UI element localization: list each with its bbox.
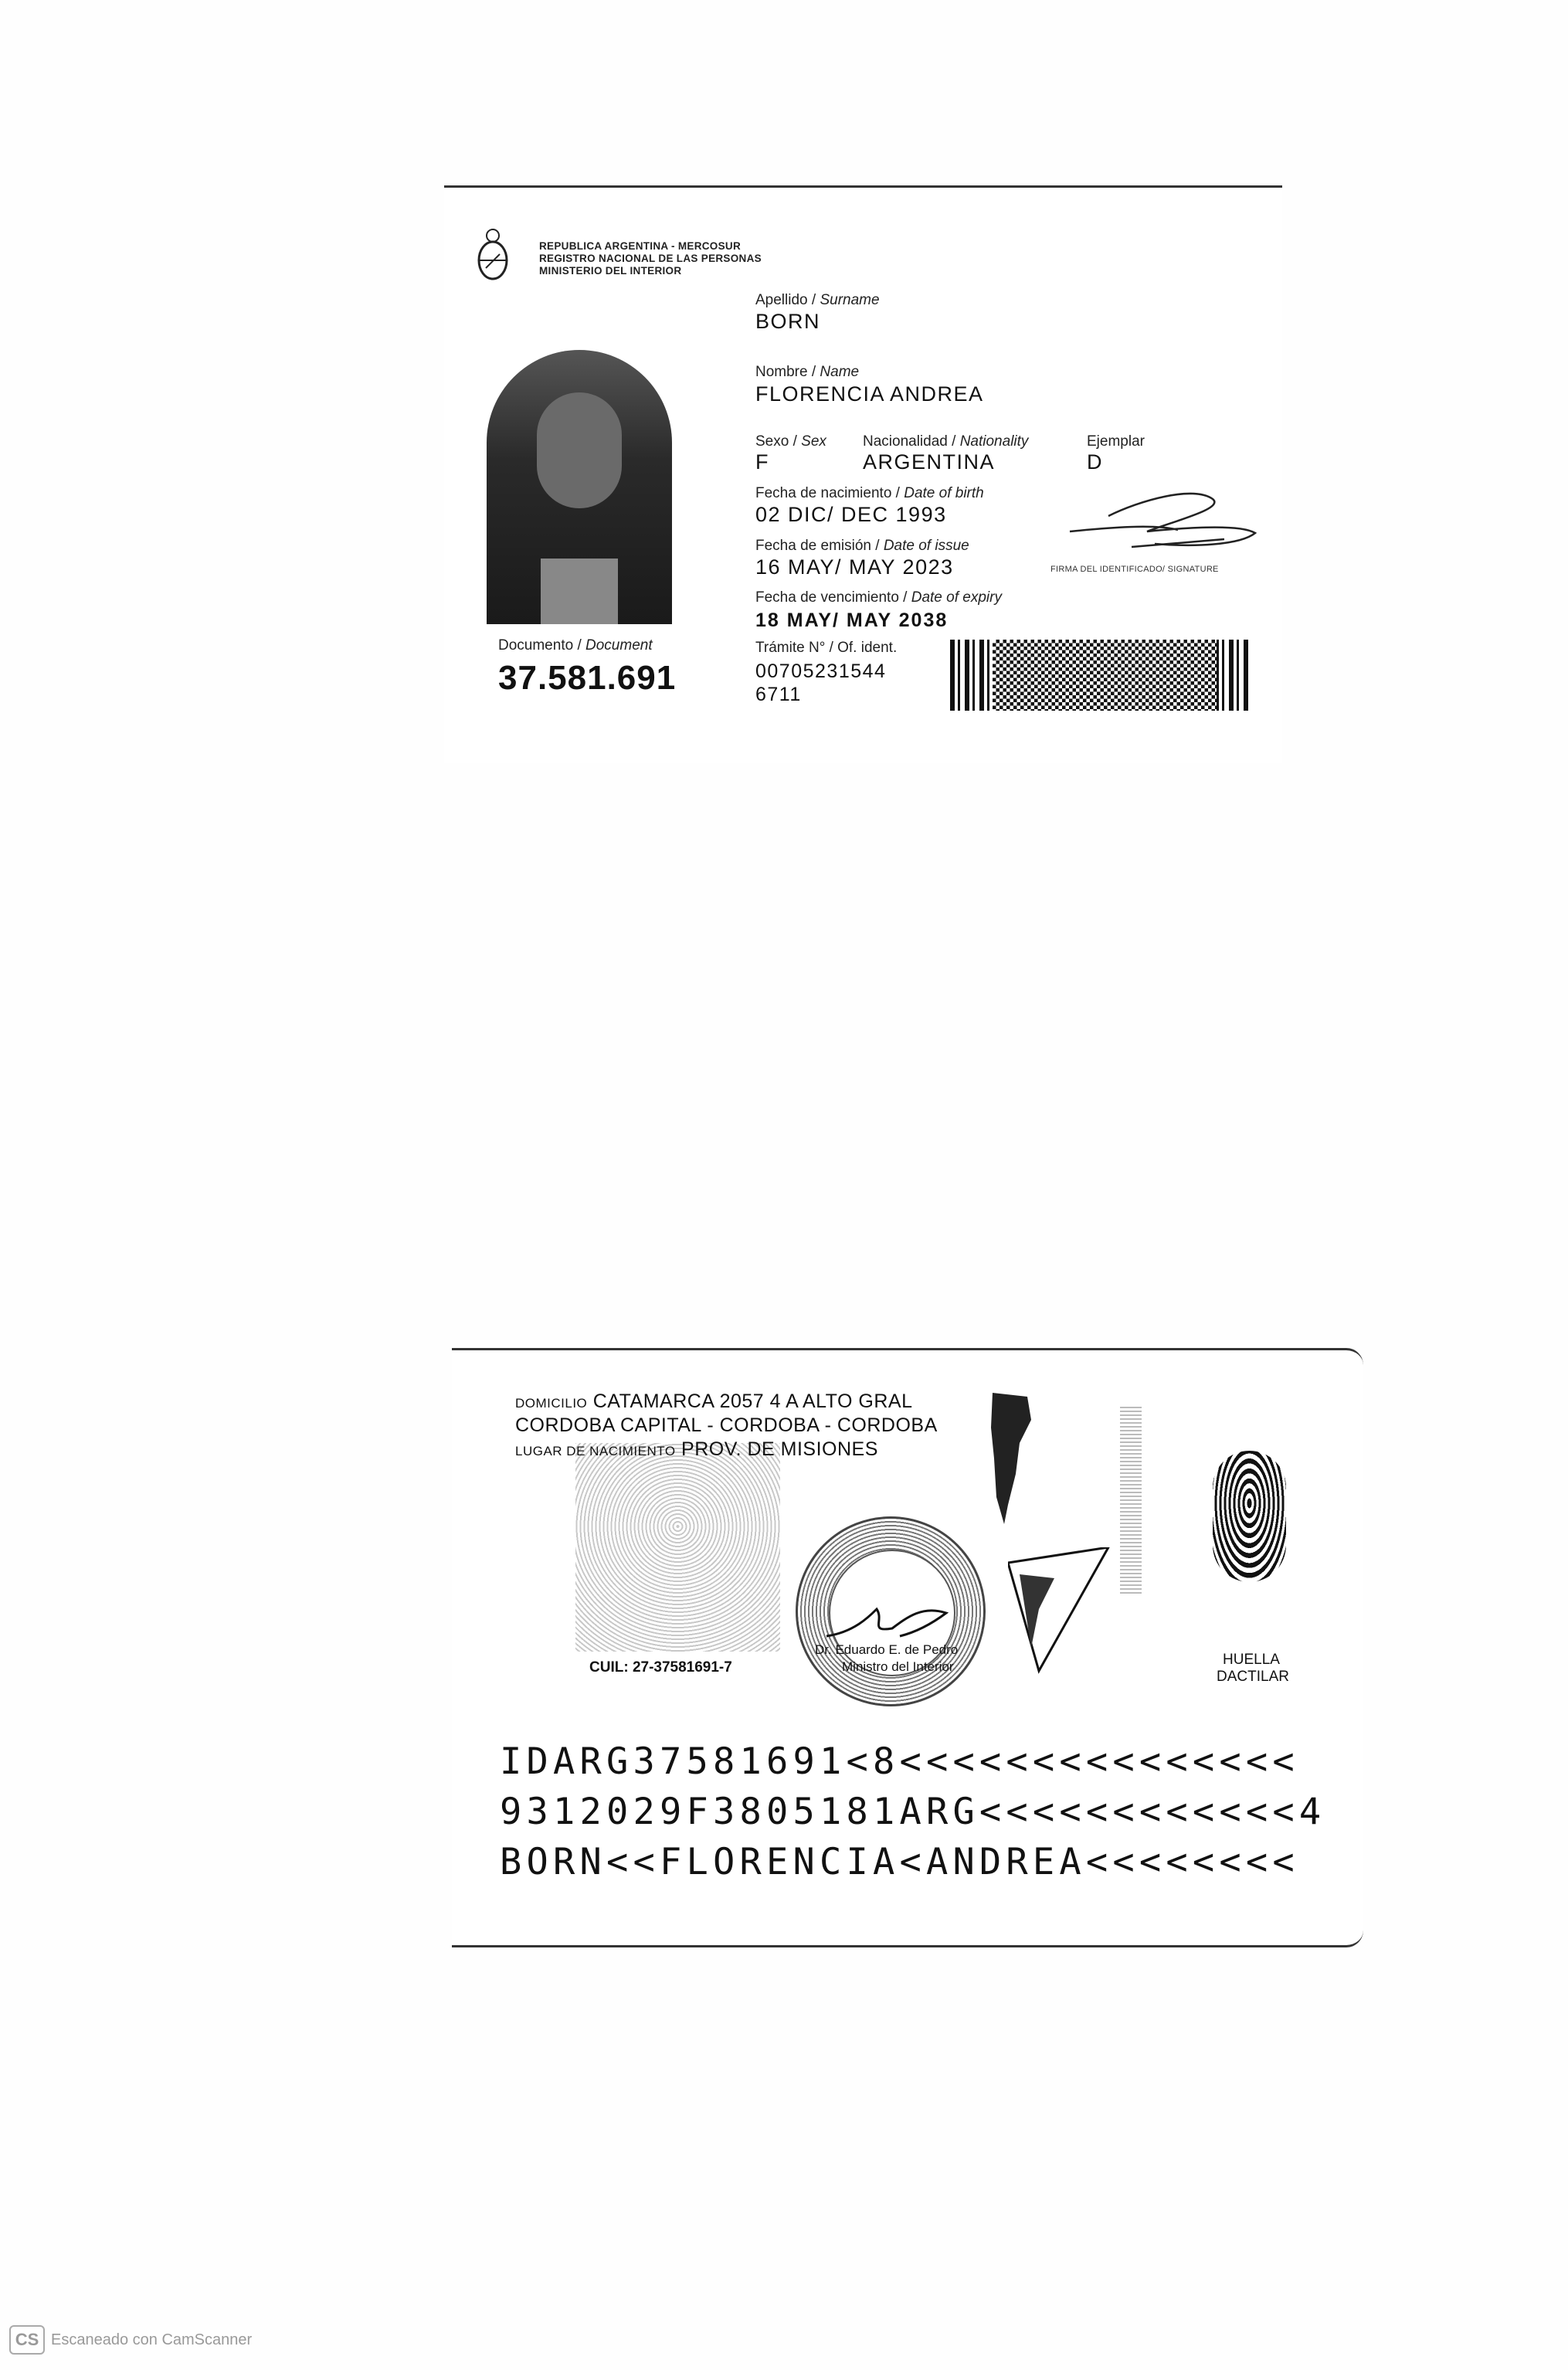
birth-date-value: 02 DIC/ DEC 1993 [755,503,947,526]
sex-label: Sexo / Sex [755,433,826,450]
fingerprint [1213,1451,1286,1582]
mrz-line-1: IDARG37581691<8<<<<<<<<<<<<<<< [500,1740,1299,1783]
cuil-line [589,1659,732,1676]
issue-date-value: 16 MAY/ MAY 2023 [755,555,954,579]
camscanner-logo: CS [9,2325,45,2355]
name-label: Nombre / Name [755,364,860,380]
document-label: Documento / Document [498,637,653,654]
procedure-number-line-2: 6711 [755,684,802,705]
issuer-header [539,240,762,277]
id-card-back [452,1348,1363,1947]
procedure-label: Trámite N° / Of. ident. [755,640,898,656]
birthplace-line [515,1438,878,1461]
surname-value: BORN [755,310,821,333]
holder-photo [487,350,672,624]
mrz-line-2: 9312029F3805181ARG<<<<<<<<<<<<4 [500,1791,1326,1833]
cuil-value: 27-37581691-7 [632,1659,732,1676]
expiry-date-value: 18 MAY/ MAY 2038 [755,609,949,631]
expiry-date-label: Fecha de vencimiento / Date of expiry [755,589,1002,606]
birth-date-label: Fecha de nacimiento / Date of birth [755,485,984,501]
surname-label: Apellido / Surname [755,292,880,308]
name-value: FLORENCIA ANDREA [755,382,984,406]
birthplace-value: PROV. DE MISIONES [681,1438,878,1460]
nationality-value: ARGENTINA [863,450,996,474]
coat-of-arms-icon [475,228,511,282]
cuil-label: CUIL: [589,1659,629,1676]
minister-name: Dr. Eduardo E. de Pedro [815,1642,959,1657]
birthplace-label: LUGAR DE NACIMIENTO [515,1444,676,1458]
fingerprint-label-line-1: HUELLA [1223,1652,1280,1668]
copy-label: Ejemplar [1087,433,1145,450]
header-line: MINISTERIO DEL INTERIOR [539,265,682,277]
address-line-1 [515,1390,912,1413]
sex-value: F [755,450,769,474]
header-line: REPUBLICA ARGENTINA - MERCOSUR [539,240,741,252]
procedure-number-line-1: 00705231544 [755,660,887,682]
header-line: REGISTRO NACIONAL DE LAS PERSONAS [539,253,762,264]
scan-footer-text: Escaneado con CamScanner [51,2331,253,2348]
photo-face [537,392,622,508]
issue-date-label: Fecha de emisión / Date of issue [755,538,969,554]
document-number: 37.581.691 [498,659,677,697]
mrz-line-3: BORN<<FLORENCIA<ANDREA<<<<<<<< [500,1841,1299,1883]
address-line-2: CORDOBA CAPITAL - CORDOBA - CORDOBA [515,1414,938,1436]
hologram-strip [1120,1404,1142,1594]
fingerprint-label-line-2: DACTILAR [1217,1669,1289,1685]
ghost-photo [575,1443,780,1652]
minister-signature-mark [823,1594,958,1648]
argentina-map-icon [985,1389,1039,1528]
signature-label: FIRMA DEL IDENTIFICADO/ SIGNATURE [1050,565,1219,574]
photo-collar [541,559,618,624]
copy-value: D [1087,450,1103,474]
address-value: CATAMARCA 2057 4 A ALTO GRAL [592,1390,913,1412]
minister-title: Ministro del Interior [842,1659,954,1674]
nationality-label: Nacionalidad / Nationality [863,433,1029,450]
address-label: DOMICILIO [515,1396,588,1411]
barcode-2d-pattern [993,640,1217,711]
id-card-front [444,185,1282,763]
barcode [950,640,1251,711]
antarctica-sector-icon [1008,1547,1116,1679]
fingerprint-label [1217,1652,1289,1686]
signature-mark [1062,485,1271,559]
